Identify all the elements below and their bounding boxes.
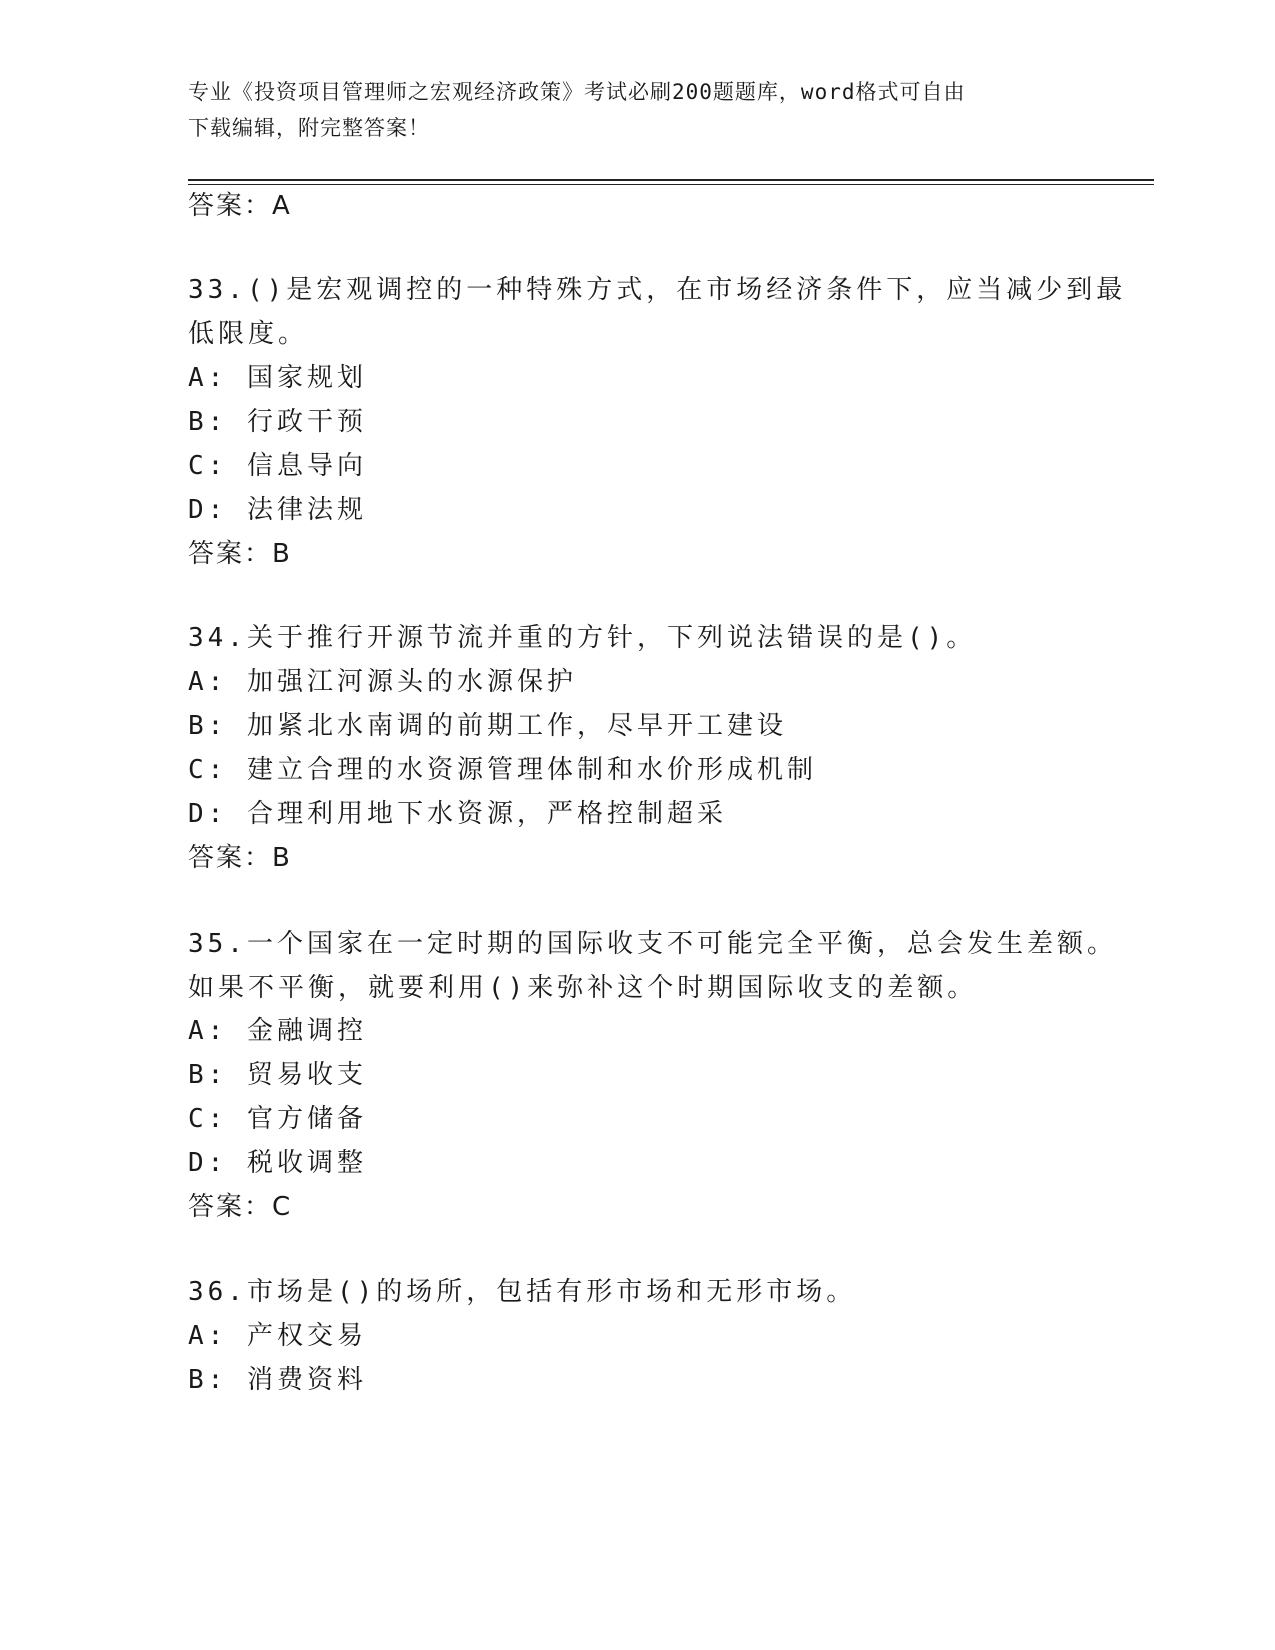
question-35-option-d: D: 税收调整 bbox=[188, 1148, 367, 1178]
header-line-1: 专业《投资项目管理师之宏观经济政策》考试必刷200题题库，word格式可自由 bbox=[188, 80, 966, 104]
question-35-option-a: A: 金融调控 bbox=[188, 1016, 367, 1046]
question-34-option-d: D: 合理利用地下水资源，严格控制超采 bbox=[188, 799, 727, 829]
question-36-option-b: B: 消费资料 bbox=[188, 1365, 367, 1395]
question-34-option-c: C: 建立合理的水资源管理体制和水价形成机制 bbox=[188, 755, 817, 785]
question-36-option-a: A: 产权交易 bbox=[188, 1321, 367, 1351]
question-34-option-a: A: 加强江河源头的水源保护 bbox=[188, 667, 577, 697]
previous-answer: 答案：A bbox=[188, 191, 292, 221]
question-35-answer: 答案：C bbox=[188, 1192, 293, 1222]
question-33-option-a: A: 国家规划 bbox=[188, 363, 367, 393]
question-36-stem-line-1: 36.市场是()的场所，包括有形市场和无形市场。 bbox=[188, 1277, 857, 1307]
question-35-option-c: C: 官方储备 bbox=[188, 1104, 367, 1134]
question-33-option-b: B: 行政干预 bbox=[188, 407, 367, 437]
question-35-stem-line-2: 如果不平衡，就要利用()来弥补这个时期国际收支的差额。 bbox=[188, 973, 978, 1003]
question-33-stem-line-1: 33.()是宏观调控的一种特殊方式，在市场经济条件下，应当减少到最 bbox=[188, 275, 1127, 305]
question-33-stem-line-2: 低限度。 bbox=[188, 319, 309, 349]
header-divider-thick bbox=[188, 179, 1154, 181]
header-line-2: 下载编辑，附完整答案！ bbox=[188, 116, 430, 140]
question-33-option-c: C: 信息导向 bbox=[188, 451, 367, 481]
question-34-answer: 答案：B bbox=[188, 843, 292, 873]
question-34-stem-line-1: 34.关于推行开源节流并重的方针，下列说法错误的是()。 bbox=[188, 623, 977, 653]
question-33-option-d: D: 法律法规 bbox=[188, 495, 367, 525]
question-33-answer: 答案：B bbox=[188, 539, 292, 569]
question-35-option-b: B: 贸易收支 bbox=[188, 1060, 367, 1090]
question-35-stem-line-1: 35.一个国家在一定时期的国际收支不可能完全平衡，总会发生差额。 bbox=[188, 929, 1117, 959]
question-34-option-b: B: 加紧北水南调的前期工作，尽早开工建设 bbox=[188, 711, 787, 741]
header-divider-thin bbox=[188, 184, 1154, 185]
document-header bbox=[188, 74, 1088, 146]
